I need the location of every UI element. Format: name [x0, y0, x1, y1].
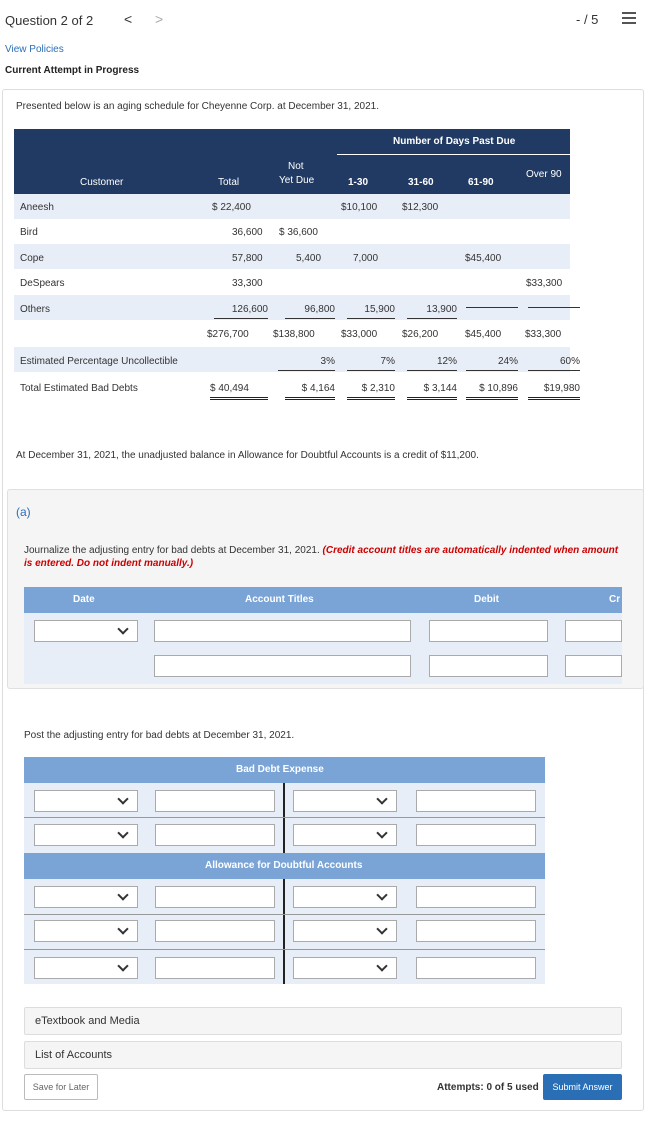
- account-title-input[interactable]: [154, 620, 411, 642]
- credit-amount-input[interactable]: [416, 957, 536, 979]
- credit-amount-input[interactable]: [416, 920, 536, 942]
- chevron-left-icon[interactable]: <: [124, 11, 133, 27]
- top-bar: [0, 0, 654, 40]
- col-customer: Customer: [80, 177, 124, 188]
- debit-amount-input[interactable]: [155, 886, 275, 908]
- col-not-yet-due-1: Not: [288, 161, 304, 172]
- col-credit: Cr: [609, 594, 621, 605]
- percent-row: Estimated Percentage Uncollectible 3% 7% 12% 24% 60%: [14, 347, 570, 372]
- chevron-down-icon: [376, 889, 387, 900]
- score-display: - / 5: [576, 12, 599, 27]
- allowance-note: At December 31, 2021, the unadjusted balance in Allowance for Doubtful Accounts is a credit of $11,200.: [16, 450, 479, 461]
- chevron-down-icon: [117, 923, 128, 934]
- credit-date-select[interactable]: [293, 957, 397, 979]
- debit-date-select[interactable]: [34, 790, 138, 812]
- debit-input[interactable]: [429, 655, 548, 677]
- debit-amount-input[interactable]: [155, 920, 275, 942]
- list-icon[interactable]: [622, 12, 636, 26]
- chevron-down-icon: [117, 960, 128, 971]
- debit-date-select[interactable]: [34, 886, 138, 908]
- chevron-down-icon: [117, 889, 128, 900]
- question-title: Question 2 of 2: [5, 13, 94, 28]
- col-debit: Debit: [474, 594, 499, 605]
- journal-header: [24, 587, 622, 613]
- chevron-down-icon: [376, 827, 387, 838]
- bad-debts-row: Total Estimated Bad Debts $ 40,494 $ 4,164 $ 2,310 $ 3,144 $ 10,896 $19,980: [14, 373, 570, 398]
- instructions: Journalize the adjusting entry for bad debts at December 31, 2021. (Credit account titles are automatically indented when amount is entered. Do not indent manually.): [24, 545, 619, 569]
- debit-amount-input[interactable]: [155, 824, 275, 846]
- account-title-input[interactable]: [154, 655, 411, 677]
- debit-date-select[interactable]: [34, 824, 138, 846]
- intro-text: Presented below is an aging schedule for Cheyenne Corp. at December 31, 2021.: [16, 101, 380, 112]
- chevron-down-icon: [376, 923, 387, 934]
- credit-date-select[interactable]: [293, 920, 397, 942]
- table-row: Cope 57,800 5,400 7,000 $45,400: [14, 244, 570, 269]
- chevron-down-icon: [376, 960, 387, 971]
- credit-input[interactable]: [565, 655, 622, 677]
- totals-row: $276,700 $138,800 $33,000 $26,200 $45,400 $33,300: [207, 329, 562, 340]
- debit-amount-input[interactable]: [155, 790, 275, 812]
- col-not-yet-due-2: Yet Due: [279, 175, 315, 186]
- col-over-90: Over 90: [526, 169, 562, 180]
- chevron-down-icon: [376, 793, 387, 804]
- t-account-title: Allowance for Doubtful Accounts: [205, 860, 363, 871]
- credit-date-select[interactable]: [293, 886, 397, 908]
- col-31-60: 31-60: [408, 177, 434, 188]
- credit-input[interactable]: [565, 620, 622, 642]
- credit-date-select[interactable]: [293, 790, 397, 812]
- debit-amount-input[interactable]: [155, 957, 275, 979]
- post-instructions: Post the adjusting entry for bad debts at December 31, 2021.: [24, 730, 295, 741]
- col-1-30: 1-30: [348, 177, 369, 188]
- debit-input[interactable]: [429, 620, 548, 642]
- credit-date-select[interactable]: [293, 824, 397, 846]
- chevron-down-icon: [117, 793, 128, 804]
- col-date: Date: [73, 594, 95, 605]
- date-select[interactable]: [34, 620, 138, 642]
- etextbook-bar[interactable]: eTextbook and Media: [24, 1007, 622, 1035]
- chevron-right-icon[interactable]: >: [155, 11, 164, 27]
- table-row: Bird 36,600 $ 36,600: [20, 227, 318, 238]
- view-policies-link[interactable]: View Policies: [5, 44, 64, 55]
- credit-amount-input[interactable]: [416, 886, 536, 908]
- table-row: Others 126,600 96,800 15,900 13,900: [14, 295, 570, 320]
- table-row: Aneesh $ 22,400 $10,100 $12,300: [14, 194, 570, 219]
- save-for-later-button[interactable]: Save for Later: [24, 1074, 98, 1100]
- days-past-due-label: Number of Days Past Due: [393, 136, 516, 147]
- chevron-down-icon: [117, 623, 128, 634]
- submit-answer-button[interactable]: Submit Answer: [543, 1074, 622, 1100]
- credit-amount-input[interactable]: [416, 790, 536, 812]
- col-total: Total: [218, 177, 240, 188]
- attempts-counter: Attempts: 0 of 5 used: [437, 1082, 539, 1093]
- chevron-down-icon: [117, 827, 128, 838]
- table-row: DeSpears 33,300 $33,300: [20, 278, 563, 289]
- t-account-title: Bad Debt Expense: [236, 764, 324, 775]
- col-61-90: 61-90: [468, 177, 494, 188]
- debit-date-select[interactable]: [34, 957, 138, 979]
- col-account-titles: Account Titles: [245, 594, 314, 605]
- credit-amount-input[interactable]: [416, 824, 536, 846]
- part-a-label: (a): [16, 505, 31, 519]
- attempt-status: Current Attempt in Progress: [5, 65, 140, 76]
- debit-date-select[interactable]: [34, 920, 138, 942]
- list-of-accounts-bar[interactable]: List of Accounts: [24, 1041, 622, 1069]
